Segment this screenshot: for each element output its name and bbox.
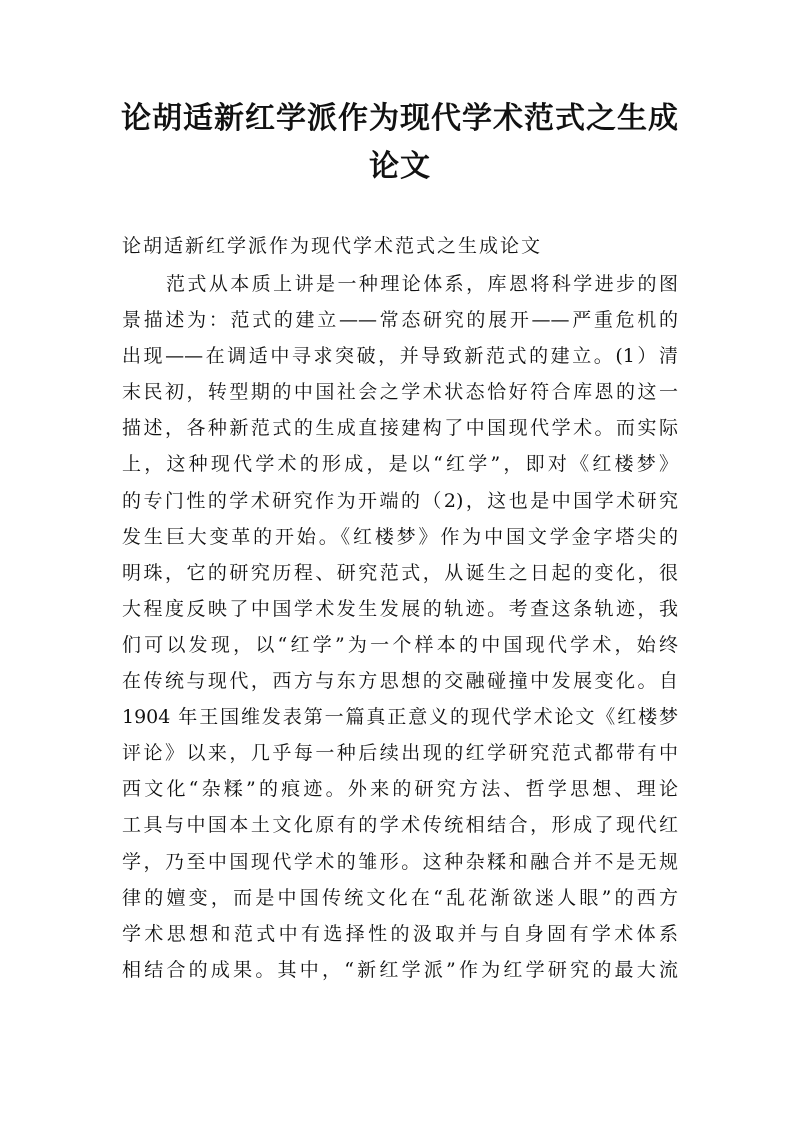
title-line-2: 论文	[369, 149, 431, 184]
body-line: 末民初，转型期的中国社会之学术状态恰好符合库恩的这一	[122, 381, 678, 404]
body-line: 上，这种现代学术的形成，是以“红学”，即对《红楼梦》	[122, 453, 678, 476]
document-title	[110, 95, 690, 191]
body-line: 出现——在调适中寻求突破，并导致新范式的建立。(1）清	[122, 345, 678, 368]
body-line: 1904 年王国维发表第一篇真正意义的现代学术论文《红楼梦	[122, 706, 678, 729]
body-line: 西文化“杂糅”的痕迹。外来的研究方法、哲学思想、理论	[122, 778, 678, 801]
body-line: 描述，各种新范式的生成直接建构了中国现代学术。而实际	[122, 417, 678, 440]
body-line: 律的嬗变，而是中国传统文化在“乱花渐欲迷人眼”的西方	[122, 886, 678, 909]
body-line: 学术思想和范式中有选择性的汲取并与自身固有学术体系	[122, 922, 678, 945]
body-line: 的专门性的学术研究作为开端的（2)，这也是中国学术研究	[122, 489, 678, 512]
body-line: 在传统与现代，西方与东方思想的交融碰撞中发展变化。自	[122, 670, 678, 693]
body-line: 明珠，它的研究历程、研究范式，从诞生之日起的变化，很	[122, 561, 678, 584]
body-line: 相结合的成果。其中，“新红学派”作为红学研究的最大流	[122, 958, 678, 981]
body-line: 景描述为：范式的建立——常态研究的展开——严重危机的	[122, 309, 678, 332]
body-line: 们可以发现，以“红学”为一个样本的中国现代学术，始终	[122, 633, 678, 656]
body-line: 大程度反映了中国学术发生发展的轨迹。考查这条轨迹，我	[122, 597, 678, 620]
body-line: 发生巨大变革的开始。《红楼梦》作为中国文学金字塔尖的	[122, 525, 678, 548]
body-line: 范式从本质上讲是一种理论体系，库恩将科学进步的图	[166, 273, 678, 295]
body-line: 学，乃至中国现代学术的雏形。这种杂糅和融合并不是无规	[122, 850, 678, 873]
title-line-1: 论胡适新红学派作为现代学术范式之生成	[121, 101, 679, 136]
body-line: 工具与中国本土文化原有的学术传统相结合，形成了现代红	[122, 814, 678, 837]
body-line: 评论》以来，几乎每一种后续出现的红学研究范式都带有中	[122, 742, 678, 765]
body-paragraph	[122, 266, 678, 988]
document-subtitle: 论胡适新红学派作为现代学术范式之生成论文	[122, 235, 543, 257]
